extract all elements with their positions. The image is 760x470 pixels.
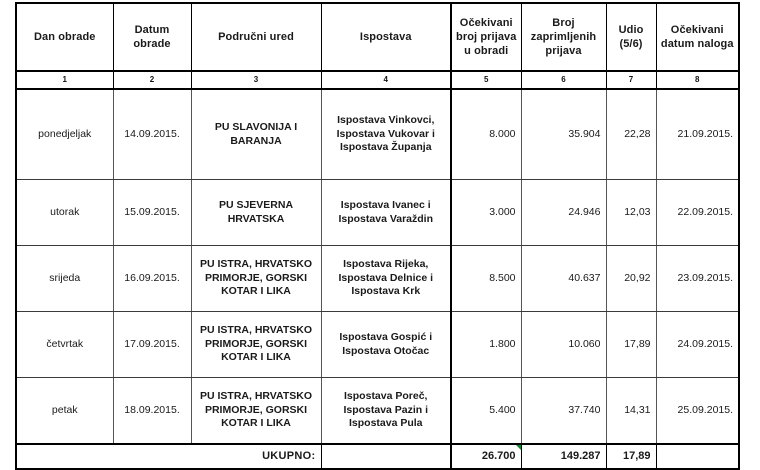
- cell-udio: 17,89: [606, 312, 656, 378]
- cell-broj-zaprimljenih-prijava: 10.060: [521, 312, 606, 378]
- cell-podrucni-ured: PU SLAVONIJA I BARANJA: [191, 89, 321, 180]
- cell-ispostava: Ispostava Vinkovci, Ispostava Vukovar i Ispostava Županja: [321, 89, 451, 180]
- cell-dan-obrade: srijeda: [16, 246, 113, 312]
- column-number-7: 7: [606, 71, 656, 89]
- column-header-ispostava: Ispostava: [321, 3, 451, 71]
- cell-udio: 20,92: [606, 246, 656, 312]
- total-ocekivani-datum-naloga-empty: [656, 444, 739, 469]
- cell-ispostava: Ispostava Poreč, Ispostava Pazin i Ispostava Pula: [321, 378, 451, 445]
- column-number-3: 3: [191, 71, 321, 89]
- table-header-row: [16, 3, 739, 71]
- cell-broj-zaprimljenih-prijava: 37.740: [521, 378, 606, 445]
- column-number-5: 5: [451, 71, 521, 89]
- total-udio: 17,89: [606, 444, 656, 469]
- cell-ocekivani-datum-naloga: 25.09.2015.: [656, 378, 739, 445]
- cell-dan-obrade: četvrtak: [16, 312, 113, 378]
- total-ispostava-empty: [321, 444, 451, 469]
- cell-ocekivani-datum-naloga: 23.09.2015.: [656, 246, 739, 312]
- cell-datum-obrade: 16.09.2015.: [113, 246, 191, 312]
- cell-ocekivani-broj-prijava: 5.400: [451, 378, 521, 445]
- column-number-1: 1: [16, 71, 113, 89]
- column-header-podrucni-ured: Područni ured: [191, 3, 321, 71]
- cell-ocekivani-broj-prijava: 1.800: [451, 312, 521, 378]
- table-row: [16, 312, 739, 378]
- cell-broj-zaprimljenih-prijava: 40.637: [521, 246, 606, 312]
- cell-ispostava: Ispostava Gospić i Ispostava Otočac: [321, 312, 451, 378]
- column-header-ocekivani-broj-prijava: Očekivani broj prijava u obradi: [451, 3, 521, 71]
- cell-podrucni-ured: PU ISTRA, HRVATSKO PRIMORJE, GORSKI KOTAR I LIKA: [191, 246, 321, 312]
- total-label: UKUPNO:: [16, 444, 321, 469]
- column-number-8: 8: [656, 71, 739, 89]
- column-header-udio: Udio (5/6): [606, 3, 656, 71]
- cell-podrucni-ured: PU SJEVERNA HRVATSKA: [191, 180, 321, 246]
- cell-ocekivani-datum-naloga: 21.09.2015.: [656, 89, 739, 180]
- total-ocekivani-broj-prijava: [451, 444, 521, 469]
- cell-dan-obrade: utorak: [16, 180, 113, 246]
- cell-dan-obrade: ponedjeljak: [16, 89, 113, 180]
- column-header-broj-zaprimljenih-prijava: Broj zaprimljenih prijava: [521, 3, 606, 71]
- cell-udio: 12,03: [606, 180, 656, 246]
- cell-ocekivani-broj-prijava: 3.000: [451, 180, 521, 246]
- total-broj-zaprimljenih-prijava: 149.287: [521, 444, 606, 469]
- cell-podrucni-ured: PU ISTRA, HRVATSKO PRIMORJE, GORSKI KOTAR I LIKA: [191, 312, 321, 378]
- cell-udio: 14,31: [606, 378, 656, 445]
- cell-datum-obrade: 15.09.2015.: [113, 180, 191, 246]
- total-ocekivani-broj-prijava-value: 26.700: [481, 450, 516, 463]
- cell-datum-obrade: 18.09.2015.: [113, 378, 191, 445]
- cell-ocekivani-broj-prijava: 8.000: [451, 89, 521, 180]
- cell-broj-zaprimljenih-prijava: 35.904: [521, 89, 606, 180]
- table-row: [16, 246, 739, 312]
- column-number-4: 4: [321, 71, 451, 89]
- column-header-ocekivani-datum-naloga: Očekivani datum naloga: [656, 3, 739, 71]
- table-row: [16, 180, 739, 246]
- cell-dan-obrade: petak: [16, 378, 113, 445]
- cell-podrucni-ured: PU ISTRA, HRVATSKO PRIMORJE, GORSKI KOTAR I LIKA: [191, 378, 321, 445]
- column-number-2: 2: [113, 71, 191, 89]
- cell-ispostava: Ispostava Ivanec i Ispostava Varaždin: [321, 180, 451, 246]
- schedule-table: [15, 2, 740, 470]
- table-total-row: [16, 444, 739, 469]
- column-header-dan-obrade: Dan obrade: [16, 3, 113, 71]
- cell-ispostava: Ispostava Rijeka, Ispostava Delnice i Ispostava Krk: [321, 246, 451, 312]
- cell-ocekivani-datum-naloga: 22.09.2015.: [656, 180, 739, 246]
- comment-marker-icon: [516, 445, 521, 450]
- column-number-row: [16, 71, 739, 89]
- cell-datum-obrade: 14.09.2015.: [113, 89, 191, 180]
- column-header-datum-obrade: Datum obrade: [113, 3, 191, 71]
- cell-datum-obrade: 17.09.2015.: [113, 312, 191, 378]
- cell-udio: 22,28: [606, 89, 656, 180]
- cell-ocekivani-datum-naloga: 24.09.2015.: [656, 312, 739, 378]
- cell-broj-zaprimljenih-prijava: 24.946: [521, 180, 606, 246]
- table-row: [16, 89, 739, 180]
- table-row: [16, 378, 739, 445]
- cell-ocekivani-broj-prijava: 8.500: [451, 246, 521, 312]
- column-number-6: 6: [521, 71, 606, 89]
